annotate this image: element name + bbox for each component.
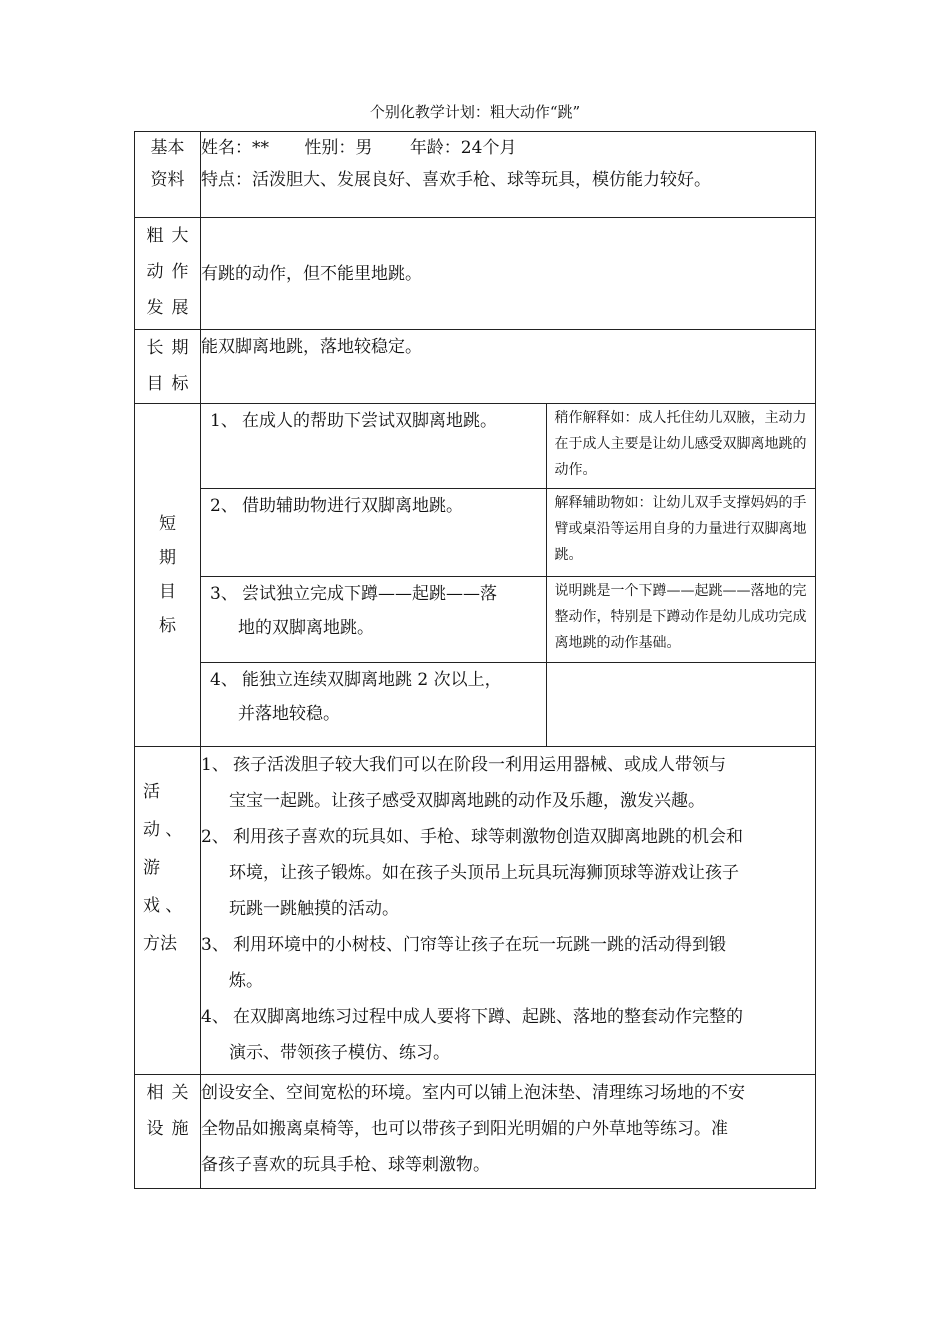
- activity-item: [201, 747, 815, 819]
- child-traits: 特点：活泼胆大、发展良好、喜欢手枪、球等玩具，模仿能力较好。: [201, 170, 711, 190]
- label-line: 资料: [150, 170, 185, 190]
- activity-item: [201, 927, 815, 999]
- activity-number: 3、: [201, 935, 229, 955]
- activity-text-continued: 环境，让孩子锻炼。如在孩子头顶吊上玩具玩海狮顶球等游戏让孩子: [229, 863, 739, 883]
- label-line: 游: [143, 858, 160, 878]
- label-long-term-goal: [135, 330, 201, 404]
- activity-text-continued: 演示、带领孩子模仿、练习。: [229, 1043, 450, 1063]
- row-activities: [135, 747, 816, 1075]
- label-gross-motor: [135, 218, 201, 330]
- page-title: 个别化教学计划：粗大动作“跳”: [369, 103, 581, 121]
- goal-item: [210, 404, 538, 438]
- label-line: 粗大: [146, 226, 197, 246]
- row-gross-motor: [135, 218, 816, 330]
- gross-motor-text: 有跳的动作，但不能里地跳。: [201, 263, 422, 284]
- label-line: 短: [159, 514, 176, 534]
- facilities-line: 创设安全、空间宽松的环境。室内可以铺上泡沫垫、清理练习场地的不安: [201, 1083, 745, 1103]
- label-line: 发展: [146, 298, 197, 318]
- activity-text-continued: 宝宝一起跳。让孩子感受双脚离地跳的动作及乐趣，激发兴趣。: [229, 791, 705, 811]
- label-line: 设施: [146, 1119, 197, 1139]
- activity-text: 利用环境中的小树枝、门帘等让孩子在玩一玩跳一跳的活动得到锻: [233, 935, 726, 955]
- label-line: 目标: [146, 374, 197, 394]
- label-line: 动 、: [143, 820, 183, 840]
- short-term-goal-row: [201, 662, 816, 746]
- label-line: 活: [143, 782, 160, 802]
- activity-number: 1、: [201, 755, 229, 775]
- short-term-goal-row: [201, 488, 816, 576]
- basic-info-content: [201, 132, 816, 218]
- short-term-goals-table: [201, 404, 816, 746]
- activity-number: 4、: [201, 1007, 229, 1027]
- basic-info-line: [201, 132, 815, 164]
- goal-note: 稍作解释如：成人托住幼儿双腋，主动力在于成人主要是让幼儿感受双脚离地跳的动作。: [546, 404, 816, 488]
- activities-content: [201, 747, 816, 1075]
- long-term-goal-text: 能双脚离地跳，落地较稳定。: [201, 337, 422, 357]
- goal-text: 借助辅助物进行双脚离地跳。: [242, 495, 463, 516]
- row-short-term-goals: [135, 404, 816, 747]
- goal-number: 1、: [210, 411, 238, 431]
- goal-text: 在成人的帮助下尝试双脚离地跳。: [242, 411, 497, 431]
- activity-text: 在双脚离地练习过程中成人要将下蹲、起跳、落地的整套动作完整的: [233, 1007, 743, 1027]
- goal-text: 尝试独立完成下蹲——起跳——落: [242, 583, 497, 604]
- label-basic-info: [135, 132, 201, 218]
- short-term-goal: [201, 662, 546, 746]
- row-facilities: [135, 1075, 816, 1189]
- label-line: 期: [159, 548, 176, 568]
- goal-item: [210, 663, 538, 697]
- label-line: 标: [159, 616, 176, 636]
- activity-text: 孩子活泼胆子较大我们可以在阶段一利用运用器械、或成人带领与: [233, 755, 726, 775]
- child-gender: 性别：男: [304, 138, 373, 158]
- label-line: 方法: [143, 934, 177, 954]
- label-line: 目: [159, 582, 176, 602]
- facilities-line: 全物品如搬离桌椅等，也可以带孩子到阳光明媚的户外草地等练习。准: [201, 1119, 728, 1139]
- goal-note: 解释辅助物如：让幼儿双手支撑妈妈的手臂或桌沿等运用自身的力量进行双脚离地跳。: [546, 488, 816, 576]
- goal-item: [210, 489, 538, 523]
- activity-text-continued: 玩跳一跳触摸的活动。: [229, 899, 399, 919]
- goal-number: 2、: [210, 495, 238, 516]
- short-term-goal: [201, 576, 546, 662]
- goal-item: [210, 577, 538, 611]
- row-long-term-goal: [135, 330, 816, 404]
- facilities-content: [201, 1075, 816, 1189]
- facilities-line: 备孩子喜欢的玩具手枪、球等刺激物。: [201, 1155, 490, 1175]
- goal-number: 4、: [210, 669, 238, 690]
- row-basic-info: [135, 132, 816, 218]
- activity-item: [201, 999, 815, 1071]
- goal-note: 说明跳是一个下蹲——起跳——落地的完整动作，特别是下蹲动作是幼儿成功完成离地跳的动作基础。: [546, 576, 816, 662]
- goal-text-continued: 地的双脚离地跳。: [238, 617, 374, 638]
- short-term-goal-row: [201, 576, 816, 662]
- short-term-goals-cell: [201, 404, 816, 747]
- label-short-term-goals: [135, 404, 201, 747]
- short-term-goal: [201, 488, 546, 576]
- goal-text: 能独立连续双脚离地跳 2 次以上，: [242, 669, 502, 690]
- label-line: 基本: [150, 138, 185, 158]
- label-facilities: [135, 1075, 201, 1189]
- label-activities: [135, 747, 201, 1075]
- teaching-plan-table: [134, 131, 816, 1189]
- long-term-goal-content: [201, 330, 816, 404]
- label-line: 相关: [146, 1083, 197, 1103]
- label-line: 长期: [146, 338, 197, 358]
- short-term-goal-row: [201, 404, 816, 488]
- short-term-goal: [201, 404, 546, 488]
- activity-number: 2、: [201, 827, 229, 847]
- activity-text: 利用孩子喜欢的玩具如、手枪、球等刺激物创造双脚离地跳的机会和: [233, 827, 743, 847]
- label-line: 戏 、: [143, 896, 183, 916]
- goal-number: 3、: [210, 583, 238, 604]
- gross-motor-content: [201, 218, 816, 330]
- activity-text-continued: 炼。: [229, 971, 263, 991]
- child-age: 年龄：24个月: [409, 138, 517, 158]
- goal-note: [546, 662, 816, 746]
- label-line: 动作: [146, 262, 197, 282]
- activity-item: [201, 819, 815, 927]
- goal-text-continued: 并落地较稳。: [238, 703, 340, 724]
- child-name: 姓名：**: [201, 138, 269, 158]
